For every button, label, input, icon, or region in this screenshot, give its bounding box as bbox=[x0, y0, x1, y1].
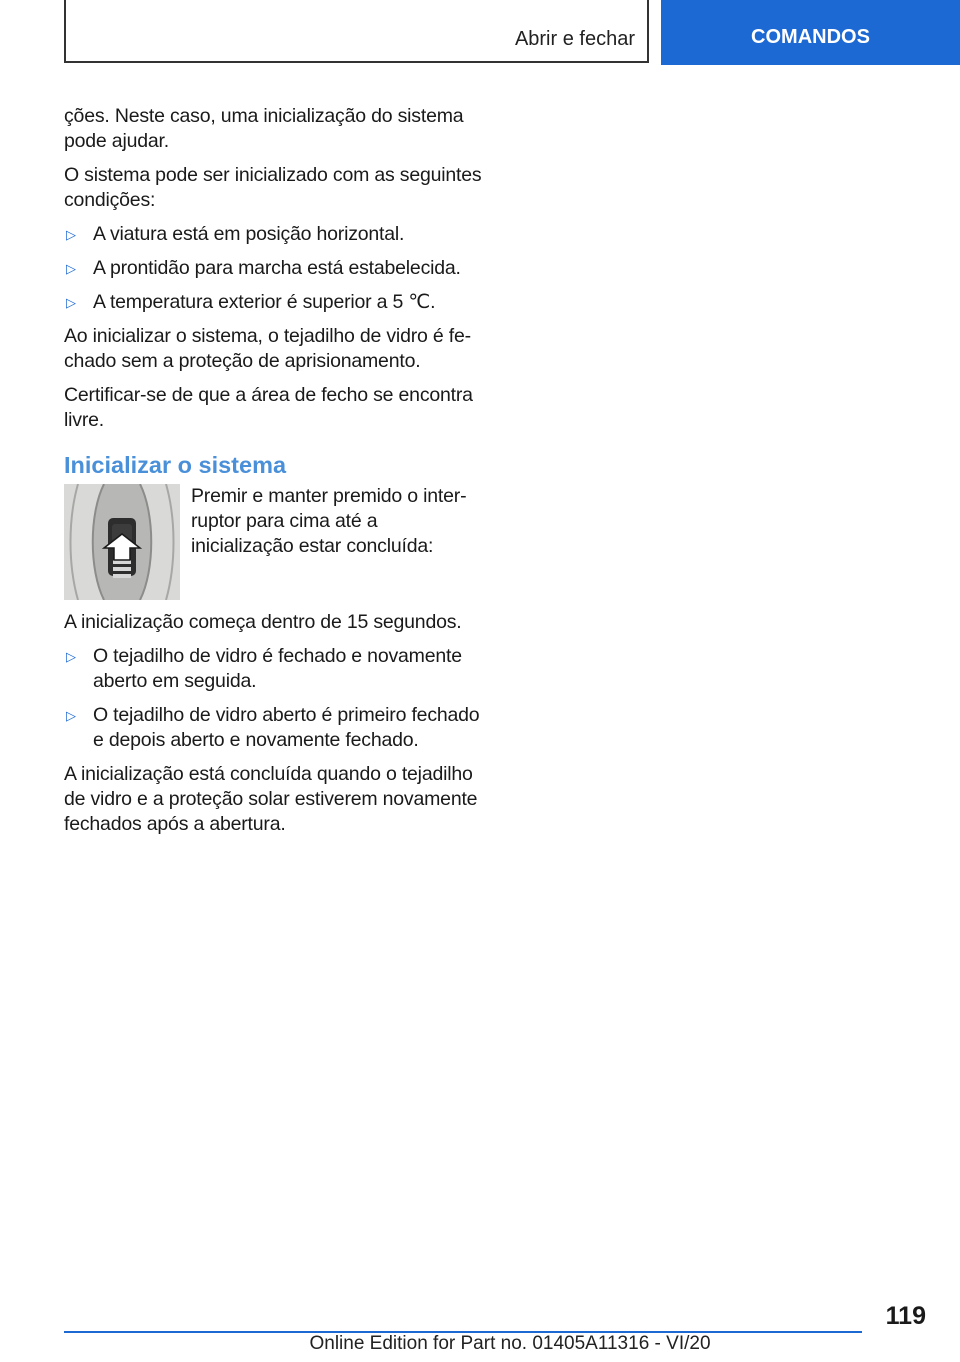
list-item-text: A viatura está em posição horizontal. bbox=[93, 223, 405, 245]
section-heading: Inicializar o sistema bbox=[64, 452, 287, 478]
bullet-arrow-icon: ▷ bbox=[66, 649, 76, 664]
paragraph: ções. Neste caso, uma inicialização do sistema pode ajudar. bbox=[64, 105, 464, 152]
paragraph: Certificar-se de que a área de fecho se encontra livre. bbox=[64, 384, 473, 431]
paragraph: A inicialização está concluída quando o tejadilho de vidro e a proteção solar estiverem novamente fechados após a abertura. bbox=[64, 763, 478, 835]
bullet-arrow-icon: ▷ bbox=[66, 708, 76, 723]
bullet-arrow-icon: ▷ bbox=[66, 295, 76, 310]
roof-switch-button-icon bbox=[64, 484, 180, 600]
bullet-arrow-icon: ▷ bbox=[66, 261, 76, 276]
footer-edition: Online Edition for Part no. 01405A11316 - VI/20 bbox=[309, 1333, 711, 1354]
figure-row bbox=[64, 484, 482, 600]
main-content bbox=[64, 104, 482, 846]
list-item bbox=[64, 222, 482, 247]
list-item bbox=[64, 290, 482, 315]
header-box bbox=[64, 0, 649, 63]
list-item bbox=[64, 703, 482, 753]
figure-caption: Premir e manter premido o interruptor para cima até a inicialização estar concluída: bbox=[191, 485, 467, 557]
paragraph: O sistema pode ser inicializado com as seguintes condições: bbox=[64, 164, 482, 211]
section-title: Abrir e fechar bbox=[514, 28, 635, 50]
list-item-text: A temperatura exterior é superior a 5 ℃. bbox=[93, 291, 436, 313]
bullet-arrow-icon: ▷ bbox=[66, 227, 76, 242]
page-number: 119 bbox=[885, 1302, 926, 1330]
list-item-text: O tejadilho de vidro é fechado e novamente aberto em seguida. bbox=[93, 645, 462, 692]
list-item-text: O tejadilho de vidro aberto é primeiro fechado e depois aberto e novamente fechado. bbox=[93, 704, 480, 751]
chapter-tab[interactable]: COMANDOS bbox=[661, 0, 960, 65]
paragraph: Ao inicializar o sistema, o tejadilho de vidro é fechado sem a proteção de aprisionamento. bbox=[64, 325, 472, 372]
list-item-text: A prontidão para marcha está estabelecida. bbox=[93, 257, 461, 279]
list-item bbox=[64, 644, 482, 694]
list-item bbox=[64, 256, 482, 281]
paragraph: A inicialização começa dentro de 15 segundos. bbox=[64, 611, 462, 633]
